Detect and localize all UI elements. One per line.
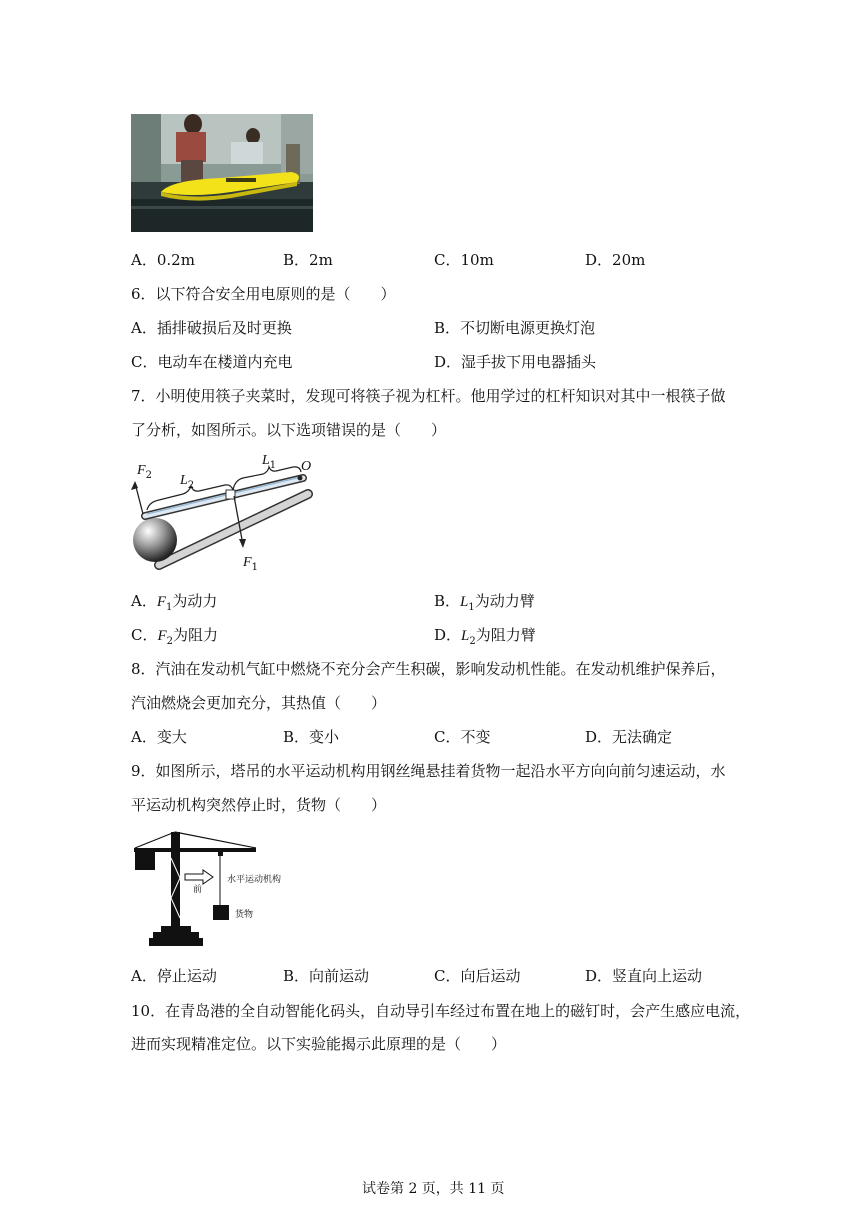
q9-option-b[interactable]: B．向前运动 [283, 967, 370, 985]
q7-option-d[interactable]: D．$L_2$为阻力臂 [434, 626, 536, 647]
q9-option-c[interactable]: C．向后运动 [434, 967, 521, 985]
q6-option-d[interactable]: D．湿手拔下用电器插头 [434, 353, 597, 371]
label-front: 前 [193, 885, 203, 895]
q8-stem-line2: 汽油燃烧会更加充分，其热值（ ） [131, 694, 387, 712]
q5-option-c[interactable]: C．10m [434, 251, 494, 269]
label-f2: $F_2$ [137, 463, 152, 481]
q9-option-a[interactable]: A．停止运动 [131, 967, 217, 985]
page-footer: 试卷第 2 页，共 11 页 [362, 1181, 505, 1197]
q6-option-b[interactable]: B．不切断电源更换灯泡 [434, 319, 596, 337]
q8-option-c[interactable]: C．不变 [434, 728, 491, 746]
q8-option-b[interactable]: B．变小 [283, 728, 340, 746]
q7-option-a[interactable]: A．$F_1$为动力 [131, 592, 218, 613]
q7-option-c[interactable]: C．$F_2$为阻力 [131, 626, 219, 647]
label-l2: $L_2$ [180, 473, 195, 491]
q9-stem-line2: 平运动机构突然停止时，货物（ ） [131, 796, 387, 814]
underwater-robot-photo [131, 114, 313, 232]
q5-option-b[interactable]: B．2m [283, 251, 333, 269]
q5-option-a[interactable]: A．0.2m [131, 251, 195, 269]
q5-option-d[interactable]: D．20m [585, 251, 646, 269]
q7-option-b[interactable]: B．$L_1$为动力臂 [434, 592, 535, 613]
q8-option-a[interactable]: A．变大 [131, 728, 187, 746]
q6-option-a[interactable]: A．插排破损后及时更换 [131, 319, 292, 337]
q9-stem-line1: 9．如图所示，塔吊的水平运动机构用钢丝绳悬挂着货物一起沿水平方向向前匀速运动，水 [131, 762, 726, 780]
tower-crane-diagram [131, 828, 301, 954]
label-o: O [301, 459, 312, 474]
q8-stem-line1: 8．汽油在发动机气缸中燃烧不充分会产生积碳，影响发动机性能。在发动机维护保养后， [131, 660, 726, 678]
label-mechanism: 水平运动机构 [227, 875, 282, 885]
q9-option-d[interactable]: D．竖直向上运动 [585, 967, 703, 985]
q7-stem-line2: 了分析，如图所示。以下选项错误的是（ ） [131, 421, 447, 439]
q7-stem-line1: 7．小明使用筷子夹菜时，发现可将筷子视为杠杆。他用学过的杠杆知识对其中一根筷子做 [131, 387, 726, 405]
q6-option-c[interactable]: C．电动车在楼道内充电 [131, 353, 293, 371]
q8-option-d[interactable]: D．无法确定 [585, 728, 673, 746]
q10-stem-line2: 进而实现精准定位。以下实验能揭示此原理的是（ ） [131, 1035, 507, 1053]
chopstick-lever-diagram [125, 450, 320, 584]
label-cargo: 货物 [235, 910, 254, 920]
label-f1: $F_1$ [243, 555, 258, 573]
q6-stem: 6．以下符合安全用电原则的是（ ） [131, 285, 396, 303]
label-l1: $L_1$ [262, 453, 277, 471]
q10-stem-line1: 10．在青岛港的全自动智能化码头，自动导引车经过布置在地上的磁钉时，会产生感应电流， [131, 1002, 751, 1020]
